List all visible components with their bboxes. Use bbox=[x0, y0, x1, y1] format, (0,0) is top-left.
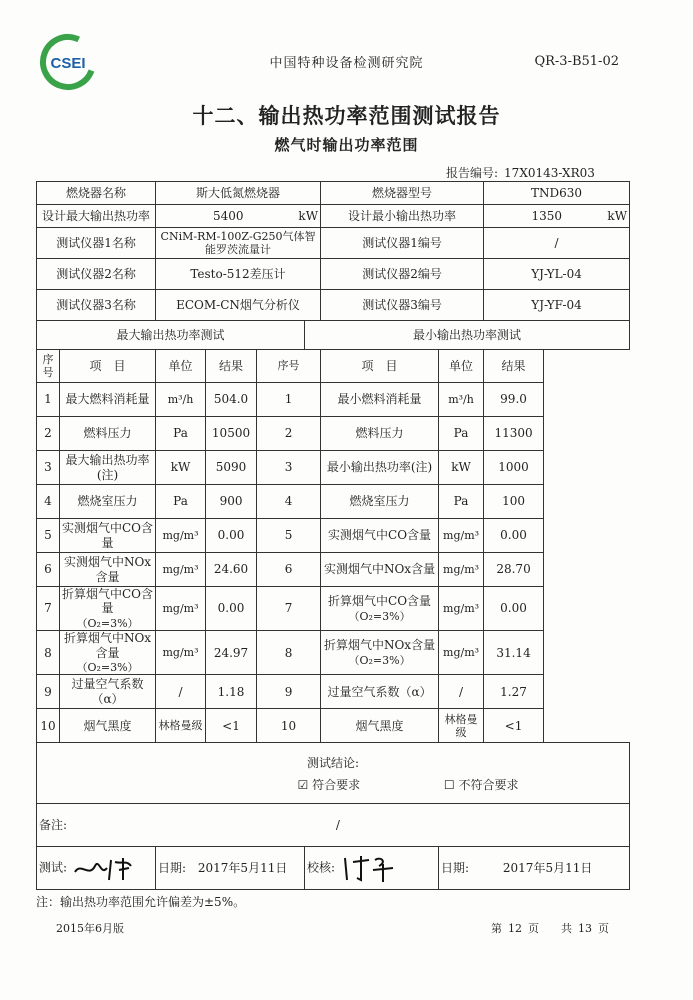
table-row bbox=[37, 519, 630, 553]
row-unit-right-text: m³/h bbox=[448, 392, 474, 406]
row-result-right bbox=[484, 485, 544, 519]
row-result-left bbox=[206, 631, 257, 675]
row-no-left-text: 9 bbox=[44, 684, 52, 699]
row-item-left-text: 最大燃料消耗量 bbox=[65, 392, 150, 407]
row-no-right-text: 4 bbox=[284, 494, 293, 509]
checker-signature-icon bbox=[339, 852, 399, 884]
col-seq-right: 序号 bbox=[257, 350, 321, 383]
table-row bbox=[37, 417, 630, 451]
row-item-left-text: 过量空气系数（α） bbox=[71, 677, 144, 706]
instrument3-label: 测试仪器3名称 bbox=[37, 290, 156, 321]
row-unit-left-text: mg/m³ bbox=[162, 646, 199, 660]
row-item-left-text: 燃烧室压力 bbox=[77, 494, 138, 509]
row-result-left bbox=[206, 587, 257, 631]
row-no-right-text: 9 bbox=[284, 684, 293, 699]
row-item-right bbox=[321, 383, 439, 417]
min-power-label: 设计最小输出热功率 bbox=[321, 205, 484, 228]
row-item-right-text: 过量空气系数（α） bbox=[327, 684, 432, 699]
row-item-left bbox=[60, 383, 156, 417]
row-no-left bbox=[37, 587, 60, 631]
row-no-right bbox=[257, 417, 321, 451]
row-unit-right-text: Pa bbox=[453, 426, 469, 441]
row-unit-right bbox=[439, 417, 484, 451]
row-unit-right-text: mg/m³ bbox=[443, 528, 480, 542]
row-item-right bbox=[321, 675, 439, 709]
row-unit-left bbox=[156, 553, 206, 587]
row-result-left bbox=[206, 417, 257, 451]
row-no-right-text: 2 bbox=[284, 426, 293, 441]
row-unit-left bbox=[156, 451, 206, 485]
row-no-left bbox=[37, 417, 60, 451]
table-row bbox=[37, 631, 630, 675]
row-no-left-text: 4 bbox=[44, 494, 52, 509]
row-item-right-text: 燃烧室压力 bbox=[349, 494, 410, 509]
col-result-left: 结果 bbox=[206, 350, 257, 383]
row-result-left-text: 0.00 bbox=[217, 601, 245, 616]
row-no-right bbox=[257, 553, 321, 587]
row-no-left bbox=[37, 451, 60, 485]
row-unit-right bbox=[439, 451, 484, 485]
burner-model-label: 燃烧器型号 bbox=[321, 182, 484, 205]
instrument1-label: 测试仪器1名称 bbox=[37, 228, 156, 259]
row-result-left-text: 504.0 bbox=[213, 392, 249, 407]
row-item-left bbox=[60, 553, 156, 587]
col-unit-right: 单位 bbox=[439, 350, 484, 383]
row-result-right-text: 100 bbox=[502, 494, 525, 509]
remark-cell bbox=[37, 804, 630, 847]
row-result-right-text: 28.70 bbox=[496, 562, 531, 577]
row-unit-right bbox=[439, 485, 484, 519]
min-power-cell bbox=[484, 205, 630, 228]
max-power-value: 5400 bbox=[212, 208, 244, 223]
row-item-left-text: 实测烟气中NOx含量 bbox=[63, 555, 152, 584]
row-result-left-text: 0.00 bbox=[217, 528, 245, 543]
row-no-right bbox=[257, 383, 321, 417]
row-unit-left-text: Pa bbox=[173, 426, 188, 441]
tester-label: 测试: bbox=[39, 860, 68, 875]
row-result-right bbox=[484, 675, 544, 709]
row-result-right bbox=[484, 553, 544, 587]
row-item-right bbox=[321, 587, 439, 631]
row-result-right bbox=[484, 519, 544, 553]
row-result-left bbox=[206, 485, 257, 519]
col-seq-left: 序号 bbox=[37, 350, 60, 383]
row-unit-left bbox=[156, 485, 206, 519]
row-item-left-text: 实测烟气中CO含量 bbox=[62, 521, 154, 550]
checked-box-icon: ☑ bbox=[297, 778, 309, 793]
test-date-label: 日期: bbox=[158, 861, 187, 876]
conclusion-pass-option bbox=[297, 778, 360, 792]
burner-model-value: TND630 bbox=[484, 182, 630, 205]
row-unit-right-text: Pa bbox=[453, 494, 469, 509]
report-number bbox=[440, 164, 595, 181]
row-unit-left bbox=[156, 383, 206, 417]
edition: 2015年6月版 bbox=[56, 922, 124, 935]
row-result-right bbox=[484, 451, 544, 485]
row-unit-left-text: mg/m³ bbox=[162, 562, 199, 576]
row-unit-left-text: kW bbox=[170, 460, 191, 475]
page-total: 13 bbox=[578, 922, 592, 935]
row-unit-right bbox=[439, 675, 484, 709]
row-item-left-subtext: （O₂=3%） bbox=[76, 616, 139, 630]
row-item-right-subtext: （O₂=3%） bbox=[348, 653, 411, 667]
remark-value: / bbox=[335, 818, 340, 833]
row-item-left-text: 烟气黑度 bbox=[83, 718, 132, 733]
row-no-left bbox=[37, 709, 60, 743]
row-unit-right bbox=[439, 383, 484, 417]
row-unit-left-text: / bbox=[178, 684, 183, 699]
row-unit-right bbox=[439, 587, 484, 631]
row-unit-left-text: mg/m³ bbox=[162, 528, 199, 542]
row-no-right bbox=[257, 519, 321, 553]
row-result-right-text: 0.00 bbox=[500, 528, 527, 543]
row-item-left-text: 折算烟气中CO含量 bbox=[62, 587, 154, 616]
instrument1-no-value: / bbox=[484, 228, 630, 259]
row-result-right bbox=[484, 417, 544, 451]
form-code: QR-3-B51-02 bbox=[534, 54, 619, 69]
burner-name-value: 斯大低氮燃烧器 bbox=[156, 182, 321, 205]
page-suffix: 页 bbox=[598, 922, 609, 935]
row-no-right bbox=[257, 631, 321, 675]
max-power-unit: kW bbox=[298, 208, 319, 223]
row-no-left bbox=[37, 519, 60, 553]
table-row bbox=[37, 553, 630, 587]
max-power-cell bbox=[156, 205, 321, 228]
instrument3-no-value: YJ-YF-04 bbox=[484, 290, 630, 321]
row-item-right-text: 烟气黑度 bbox=[355, 718, 404, 733]
row-item-right-text: 最小输出热功率(注) bbox=[326, 460, 433, 475]
row-no-left-text: 6 bbox=[44, 562, 52, 577]
min-section-title: 最小输出热功率测试 bbox=[305, 321, 630, 350]
row-no-left bbox=[37, 675, 60, 709]
row-no-right bbox=[257, 485, 321, 519]
page-prefix: 第 bbox=[491, 922, 502, 935]
row-unit-right bbox=[439, 553, 484, 587]
row-item-left bbox=[60, 519, 156, 553]
row-no-left-text: 2 bbox=[44, 426, 52, 441]
remark-label: 备注: bbox=[39, 818, 68, 833]
check-date-value: 2017年5月11日 bbox=[502, 861, 593, 876]
row-unit-left bbox=[156, 587, 206, 631]
row-item-right bbox=[321, 485, 439, 519]
row-result-right bbox=[484, 709, 544, 743]
page-middle: 页 共 bbox=[528, 922, 572, 935]
row-result-right-text: 1000 bbox=[498, 460, 529, 475]
instrument2-no-label: 测试仪器2编号 bbox=[321, 259, 484, 290]
row-item-left bbox=[60, 417, 156, 451]
row-result-right-text: 99.0 bbox=[500, 392, 527, 407]
row-unit-right bbox=[439, 519, 484, 553]
check-date-label: 日期: bbox=[441, 861, 470, 876]
row-result-right-text: 0.00 bbox=[500, 601, 527, 616]
report-title: 十二、输出热功率范围测试报告 bbox=[192, 103, 501, 128]
col-item-left: 项 目 bbox=[60, 350, 156, 383]
instrument3-value: ECOM-CN烟气分析仪 bbox=[156, 290, 321, 321]
footnote: 注：输出热功率范围允许偏差为±5%。 bbox=[36, 895, 246, 909]
row-item-left bbox=[60, 709, 156, 743]
report-number-value: 17X0143-XR03 bbox=[504, 166, 595, 180]
row-item-right-text: 折算烟气中CO含量 bbox=[328, 594, 432, 609]
instrument2-value: Testo-512差压计 bbox=[156, 259, 321, 290]
row-result-left-text: 1.18 bbox=[217, 684, 245, 699]
row-result-left-text: 5090 bbox=[215, 460, 247, 475]
row-item-right bbox=[321, 417, 439, 451]
instrument1-value: CNiM-RM-100Z-G250气体智能罗茨流量计 bbox=[156, 228, 321, 259]
row-no-left-text: 5 bbox=[44, 528, 52, 543]
row-unit-right-text: mg/m³ bbox=[443, 601, 480, 615]
data-rows bbox=[37, 383, 630, 743]
table-row bbox=[37, 383, 630, 417]
row-result-right bbox=[484, 631, 544, 675]
row-no-left bbox=[37, 383, 60, 417]
row-no-right bbox=[257, 675, 321, 709]
row-no-right-text: 5 bbox=[284, 528, 293, 543]
row-unit-right-text: kW bbox=[451, 460, 471, 475]
row-item-left bbox=[60, 631, 156, 675]
row-unit-right-text: / bbox=[459, 684, 464, 699]
row-item-right-text: 最小燃料消耗量 bbox=[337, 392, 422, 407]
row-item-left bbox=[60, 675, 156, 709]
page-number: 12 bbox=[508, 922, 522, 935]
row-unit-left-text: m³/h bbox=[167, 392, 194, 406]
tester-signature-icon bbox=[71, 852, 141, 884]
row-no-right-text: 7 bbox=[284, 601, 293, 616]
report-subtitle: 燃气时输出功率范围 bbox=[274, 136, 419, 154]
instrument2-no-value: YJ-YL-04 bbox=[484, 259, 630, 290]
row-no-right bbox=[257, 451, 321, 485]
row-unit-left bbox=[156, 675, 206, 709]
row-item-right-subtext: （O₂=3%） bbox=[348, 609, 411, 623]
row-result-left-text: 24.60 bbox=[213, 562, 249, 577]
conclusion-pass-label: 符合要求 bbox=[312, 778, 361, 793]
row-no-right-text: 3 bbox=[284, 460, 293, 475]
row-result-left bbox=[206, 675, 257, 709]
row-unit-left bbox=[156, 631, 206, 675]
row-unit-left-text: mg/m³ bbox=[162, 601, 199, 615]
page-info bbox=[488, 920, 612, 936]
row-no-left-text: 10 bbox=[40, 718, 56, 733]
row-no-right bbox=[257, 587, 321, 631]
row-unit-left bbox=[156, 709, 206, 743]
row-result-left bbox=[206, 383, 257, 417]
table-row bbox=[37, 485, 630, 519]
row-result-right-text: 31.14 bbox=[496, 645, 531, 660]
report-number-label: 报告编号: bbox=[446, 166, 499, 180]
row-item-right bbox=[321, 709, 439, 743]
row-no-left bbox=[37, 485, 60, 519]
row-no-left bbox=[37, 553, 60, 587]
table-row bbox=[37, 451, 630, 485]
row-unit-left-text: Pa bbox=[173, 494, 188, 509]
row-unit-left bbox=[156, 417, 206, 451]
unchecked-box-icon: ☐ bbox=[443, 778, 455, 793]
row-result-right-text: <1 bbox=[504, 718, 523, 733]
row-item-right bbox=[321, 451, 439, 485]
test-date-value: 2017年5月11日 bbox=[197, 861, 288, 876]
row-result-right-text: 11300 bbox=[494, 426, 533, 441]
burner-name-label: 燃烧器名称 bbox=[37, 182, 156, 205]
row-no-left-text: 1 bbox=[44, 392, 52, 407]
row-item-left-subtext: （O₂=3%） bbox=[76, 660, 139, 674]
row-result-left bbox=[206, 553, 257, 587]
row-item-right-text: 实测烟气中NOx含量 bbox=[323, 562, 436, 577]
col-result-right: 结果 bbox=[484, 350, 544, 383]
instrument2-label: 测试仪器2名称 bbox=[37, 259, 156, 290]
row-item-right bbox=[321, 631, 439, 675]
test-report-table bbox=[36, 181, 630, 890]
checker-cell bbox=[305, 847, 439, 890]
row-item-right-text: 燃料压力 bbox=[355, 426, 404, 441]
organization-name: 中国特种设备检测研究院 bbox=[269, 56, 424, 71]
min-power-unit: kW bbox=[607, 208, 628, 223]
row-item-right-text: 实测烟气中CO含量 bbox=[328, 528, 432, 543]
row-unit-left-text: 林格曼级 bbox=[158, 719, 203, 733]
row-item-left-text: 折算烟气中NOx含量 bbox=[63, 631, 152, 660]
tester-cell bbox=[37, 847, 156, 890]
table-row bbox=[37, 709, 630, 743]
row-no-left bbox=[37, 631, 60, 675]
row-item-left bbox=[60, 451, 156, 485]
row-unit-left bbox=[156, 519, 206, 553]
row-unit-right-text: mg/m³ bbox=[443, 562, 480, 576]
table-row bbox=[37, 587, 630, 631]
row-unit-right bbox=[439, 709, 484, 743]
col-item-right: 项 目 bbox=[321, 350, 439, 383]
row-item-right-text: 折算烟气中NOx含量 bbox=[323, 638, 436, 653]
row-result-left bbox=[206, 519, 257, 553]
row-result-left bbox=[206, 709, 257, 743]
instrument3-no-label: 测试仪器3编号 bbox=[321, 290, 484, 321]
row-unit-right-text: mg/m³ bbox=[443, 646, 480, 660]
max-power-label: 设计最大输出热功率 bbox=[37, 205, 156, 228]
row-no-left-text: 7 bbox=[44, 601, 52, 616]
logo-text: CSEI bbox=[50, 55, 86, 72]
row-no-left-text: 3 bbox=[44, 460, 52, 475]
min-power-value: 1350 bbox=[531, 208, 562, 223]
conclusion-label: 测试结论: bbox=[306, 755, 360, 770]
checker-label: 校核: bbox=[307, 860, 336, 875]
row-result-left-text: <1 bbox=[222, 718, 240, 733]
row-no-right-text: 10 bbox=[280, 718, 297, 733]
row-item-left-text: 燃料压力 bbox=[83, 426, 132, 441]
max-section-title: 最大输出热功率测试 bbox=[37, 321, 305, 350]
row-result-left-text: 24.97 bbox=[213, 645, 249, 660]
row-item-left bbox=[60, 587, 156, 631]
col-unit-left: 单位 bbox=[156, 350, 206, 383]
table-row bbox=[37, 675, 630, 709]
row-result-right bbox=[484, 587, 544, 631]
row-no-right bbox=[257, 709, 321, 743]
row-result-left-text: 900 bbox=[219, 494, 243, 509]
row-result-left bbox=[206, 451, 257, 485]
row-item-right bbox=[321, 519, 439, 553]
row-unit-right-text: 林格曼级 bbox=[444, 712, 478, 739]
row-result-right bbox=[484, 383, 544, 417]
row-no-left-text: 8 bbox=[44, 645, 52, 660]
row-no-right-text: 1 bbox=[284, 392, 293, 407]
row-no-right-text: 6 bbox=[284, 562, 293, 577]
row-no-right-text: 8 bbox=[284, 645, 293, 660]
check-date-cell bbox=[439, 847, 630, 890]
row-unit-right bbox=[439, 631, 484, 675]
row-result-right-text: 1.27 bbox=[500, 684, 527, 699]
row-item-left bbox=[60, 485, 156, 519]
conclusion-fail-option bbox=[444, 778, 519, 792]
conclusion-cell bbox=[37, 743, 630, 804]
row-result-left-text: 10500 bbox=[211, 426, 251, 441]
row-item-left-text: 最大输出热功率(注) bbox=[65, 453, 150, 482]
test-date-cell bbox=[156, 847, 305, 890]
instrument1-no-label: 测试仪器1编号 bbox=[321, 228, 484, 259]
conclusion-fail-label: 不符合要求 bbox=[458, 778, 519, 793]
row-item-right bbox=[321, 553, 439, 587]
